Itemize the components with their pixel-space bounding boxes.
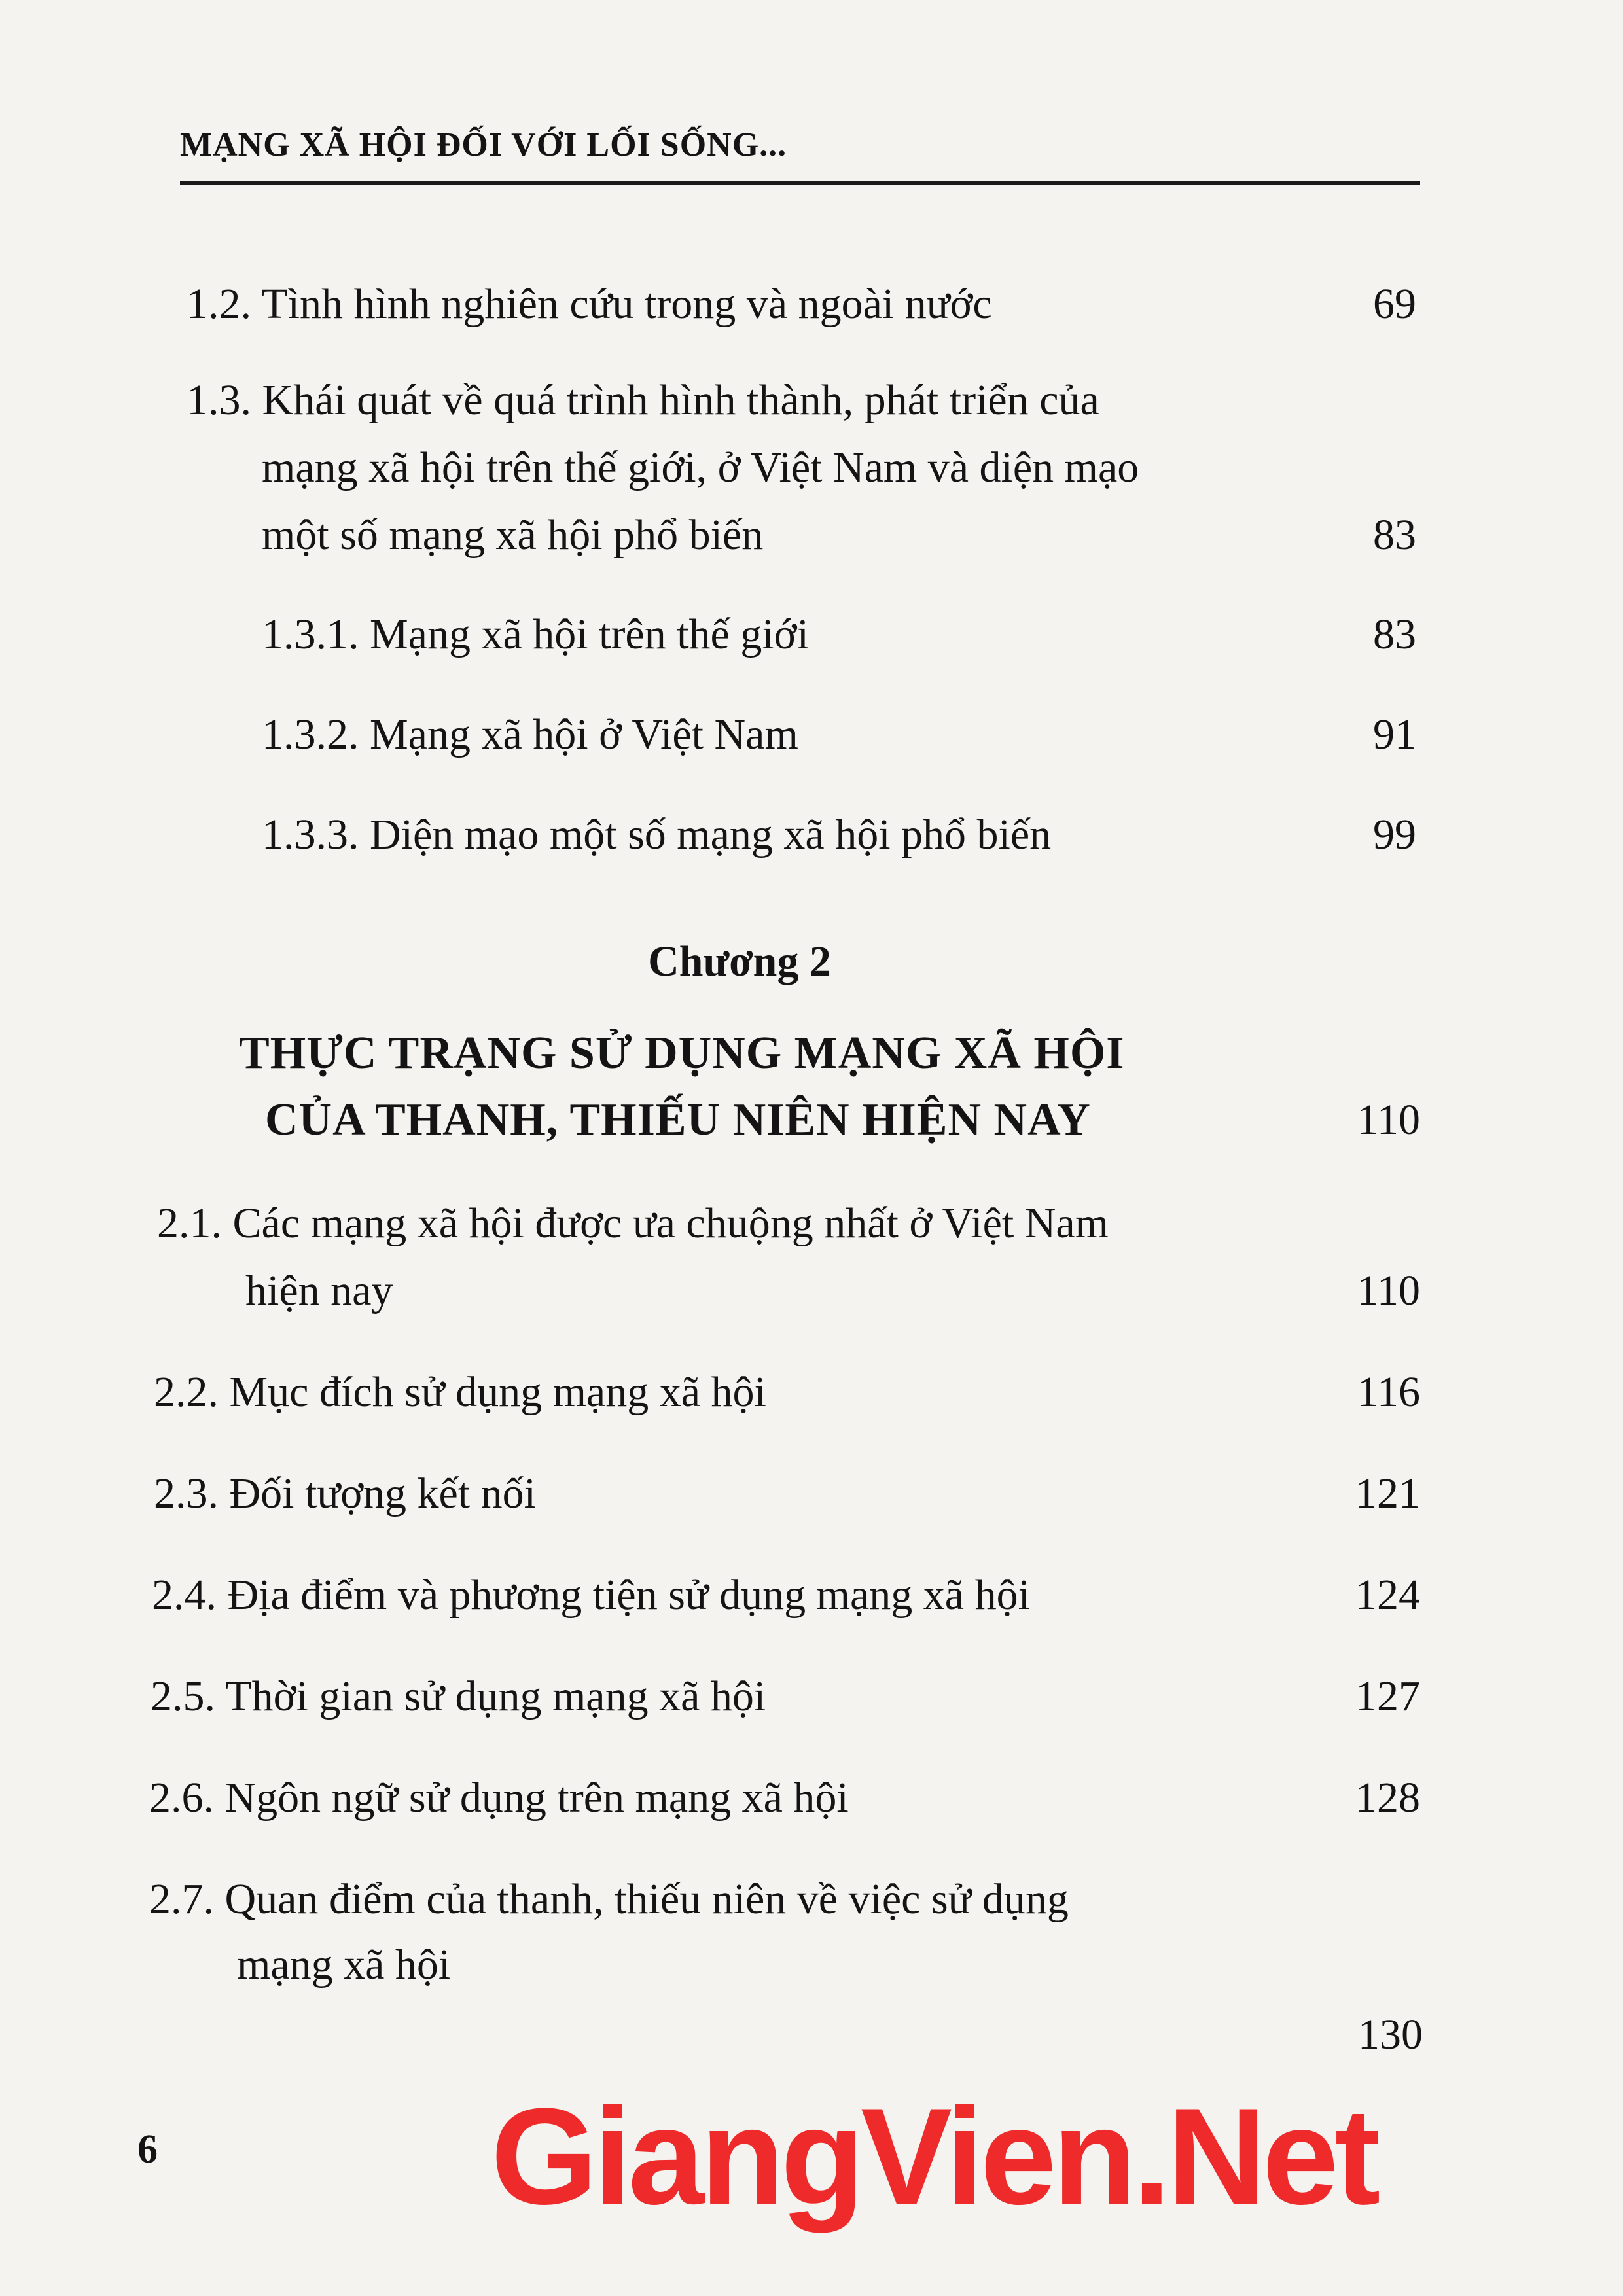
toc-page-2-6: 128 (1355, 1774, 1420, 1822)
toc-entry-1-3-3: 1.3.3. Diện mạo một số mạng xã hội phổ biến (262, 811, 1052, 858)
page-number: 6 (137, 2127, 158, 2172)
toc-entry-2-4: 2.4. Địa điểm và phương tiện sử dụng mạng xã hội (152, 1571, 1030, 1619)
watermark-text: GiangVien.Net (491, 2079, 1377, 2233)
toc-page-2-2: 116 (1357, 1368, 1420, 1416)
toc-page-1-3-1: 83 (1373, 610, 1416, 658)
toc-entry-1-3-2: 1.3.2. Mạng xã hội ở Việt Nam (262, 711, 798, 758)
chapter-title-line-2: CỦA THANH, THIẾU NIÊN HIỆN NAY (265, 1095, 1091, 1145)
chapter-label: Chương 2 (648, 938, 831, 985)
toc-entry-2-2: 2.2. Mục đích sử dụng mạng xã hội (154, 1368, 766, 1416)
toc-entry-2-7-line-2: mạng xã hội (237, 1941, 451, 1988)
toc-entry-2-5: 2.5. Thời gian sử dụng mạng xã hội (151, 1672, 766, 1720)
toc-entry-1-3-line-2: mạng xã hội trên thế giới, ở Việt Nam và diện mạo (262, 444, 1139, 491)
toc-page-1-3-2: 91 (1373, 711, 1416, 758)
toc-entry-1-3-1: 1.3.1. Mạng xã hội trên thế giới (262, 610, 809, 658)
toc-page-1-3: 83 (1373, 511, 1416, 559)
chapter-page: 110 (1357, 1096, 1420, 1144)
toc-page-2-4: 124 (1355, 1571, 1420, 1619)
toc-page-1-2: 69 (1373, 280, 1416, 328)
toc-entry-1-2: 1.2. Tình hình nghiên cứu trong và ngoài nước (187, 280, 992, 328)
running-head: MẠNG XÃ HỘI ĐỐI VỚI LỐI SỐNG... (180, 126, 787, 164)
toc-entry-2-6: 2.6. Ngôn ngữ sử dụng trên mạng xã hội (149, 1774, 849, 1822)
toc-entry-1-3-line-1: 1.3. Khái quát về quá trình hình thành, phát triển của (187, 376, 1099, 424)
toc-entry-2-7-line-1: 2.7. Quan điểm của thanh, thiếu niên về việc sử dụng (149, 1875, 1069, 1923)
toc-entry-1-3-line-3: một số mạng xã hội phổ biến (262, 511, 764, 559)
toc-page-2-1: 110 (1357, 1267, 1420, 1315)
toc-page-2-7: 130 (1358, 2011, 1423, 2058)
toc-entry-2-1-line-2: hiện nay (245, 1267, 393, 1315)
toc-page-2-3: 121 (1355, 1470, 1420, 1517)
chapter-title-line-1: THỰC TRẠNG SỬ DỤNG MẠNG XÃ HỘI (239, 1028, 1125, 1078)
toc-entry-2-1-line-1: 2.1. Các mạng xã hội được ưa chuộng nhất ở Việt Nam (157, 1199, 1109, 1247)
toc-page-2-5: 127 (1355, 1672, 1420, 1720)
header-rule (180, 181, 1420, 185)
toc-page-1-3-3: 99 (1373, 811, 1416, 858)
toc-entry-2-3: 2.3. Đối tượng kết nối (154, 1470, 536, 1517)
